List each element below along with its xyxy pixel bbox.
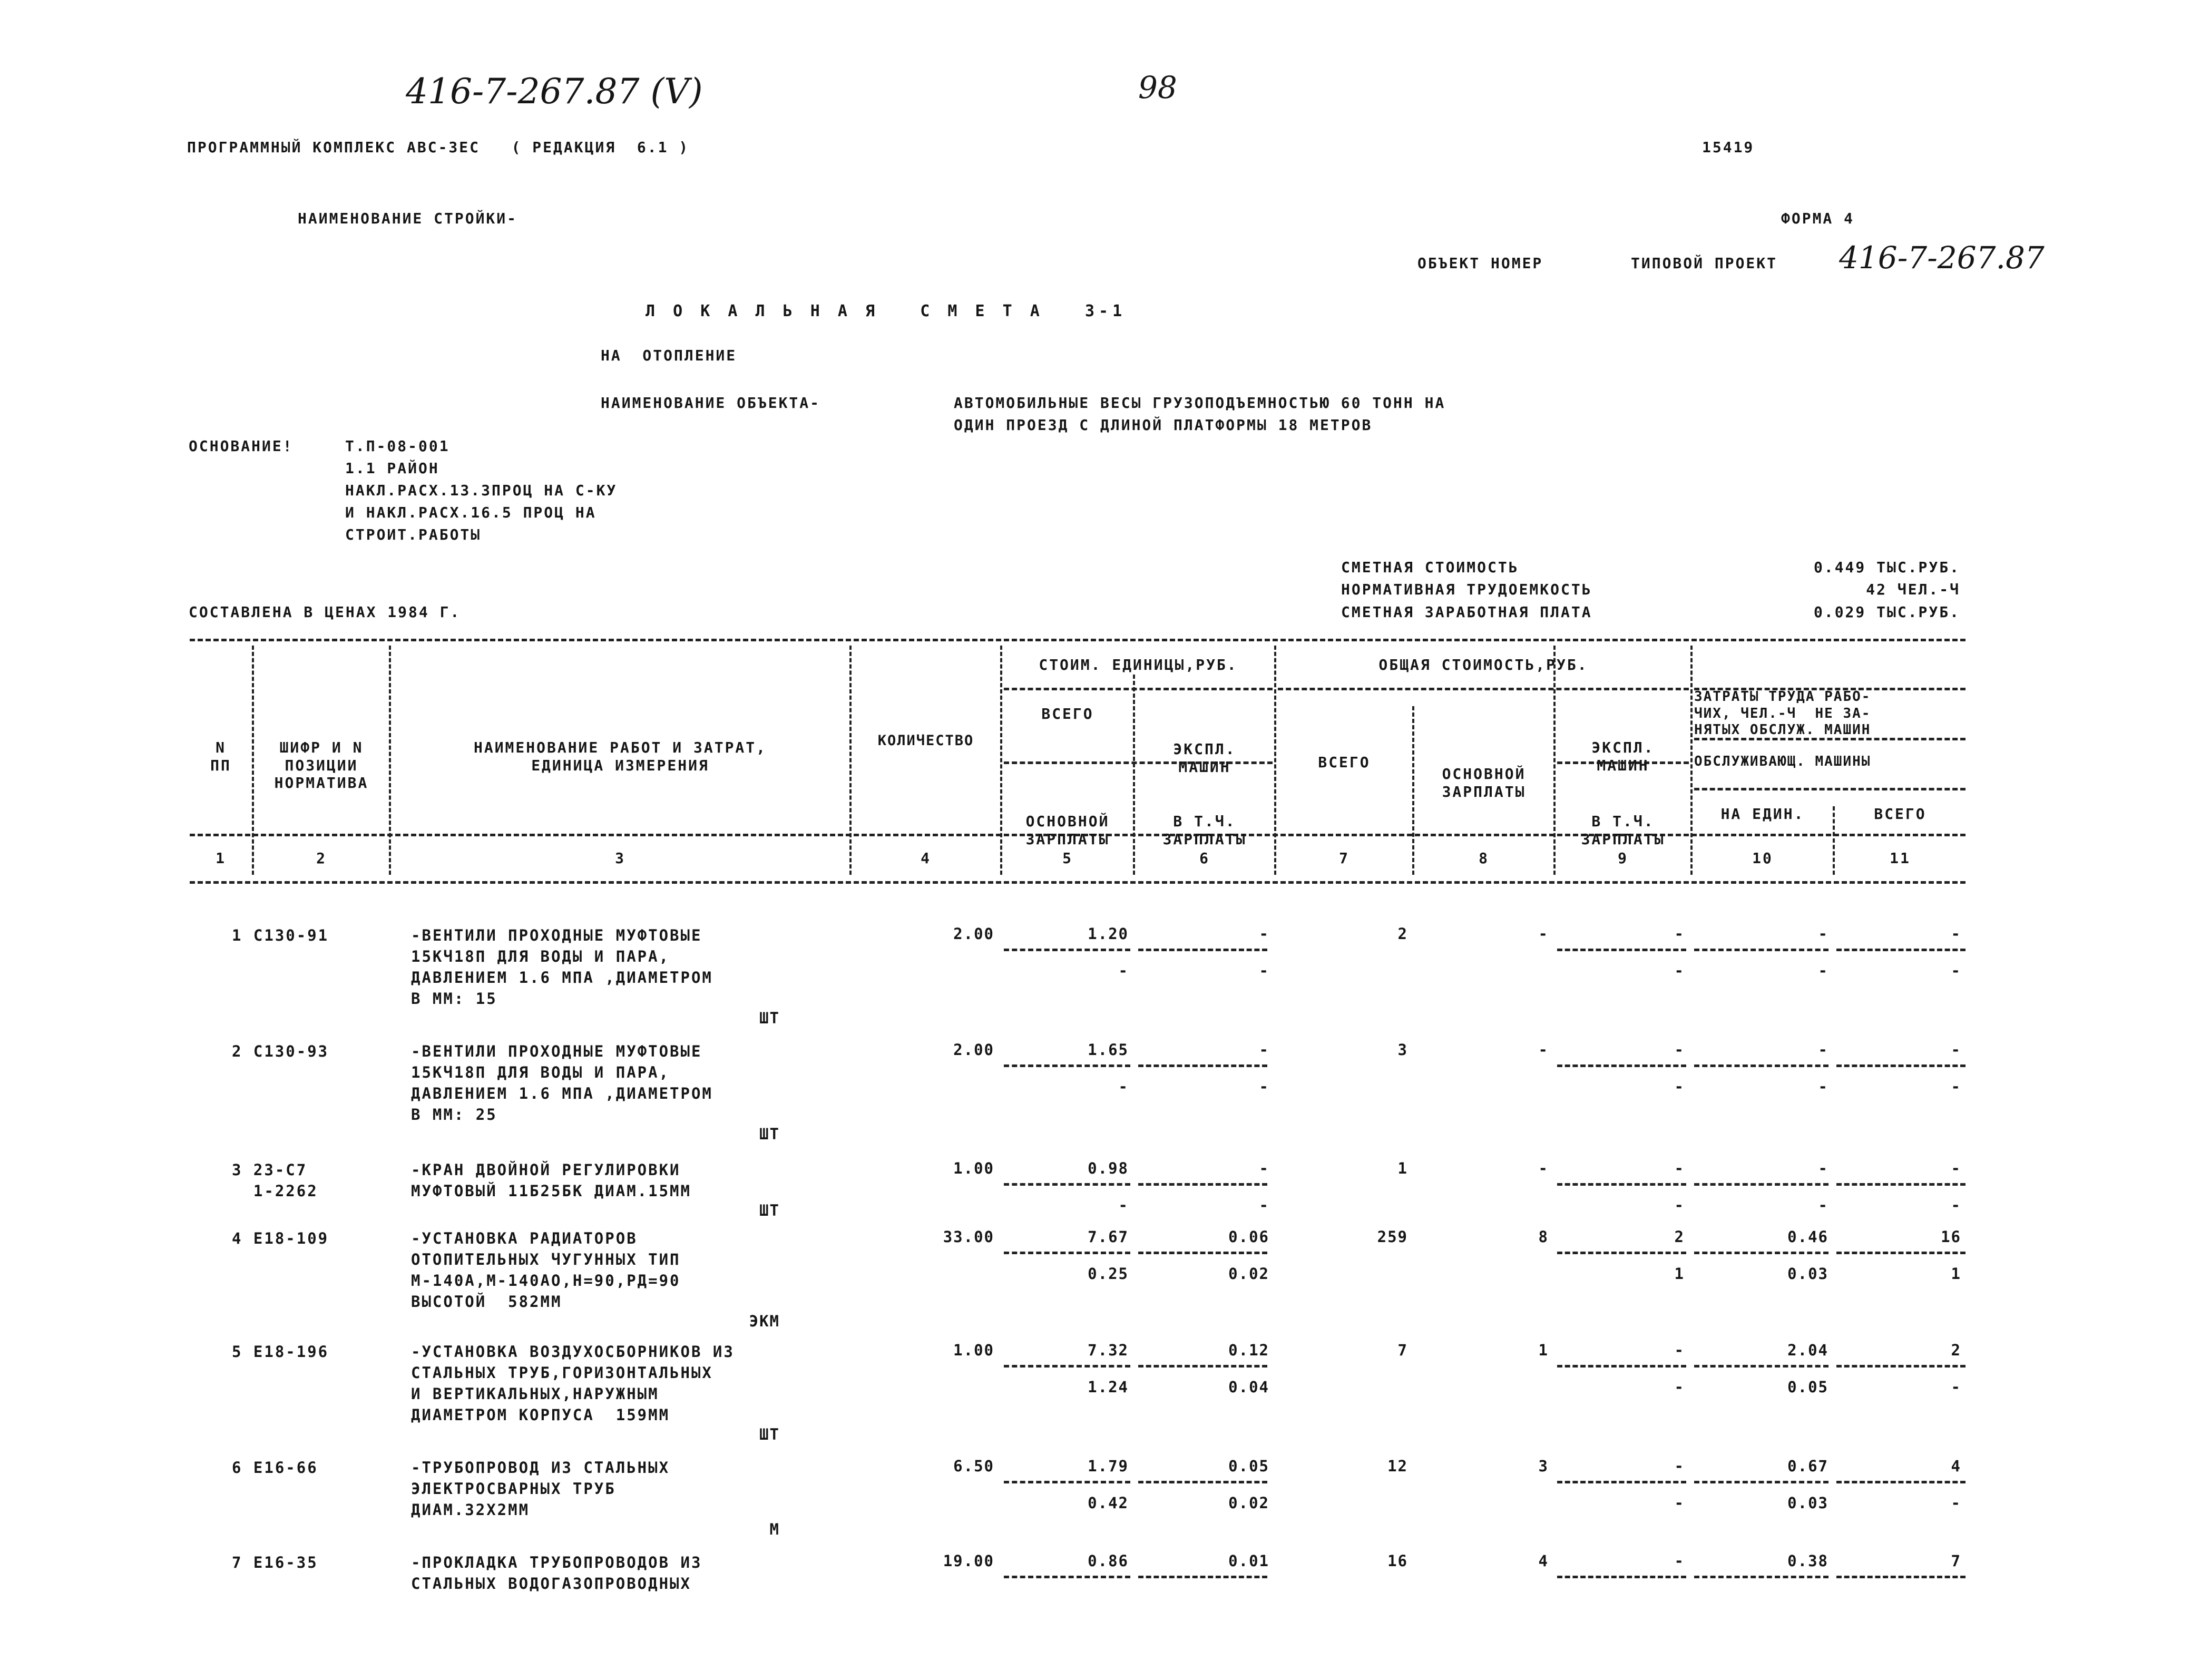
cell-subrule	[1557, 1576, 1686, 1578]
row-cell-qty: 33.00	[943, 1228, 994, 1246]
row-cell-c6: 0.05	[1228, 1457, 1269, 1475]
col-number: 8	[1479, 849, 1489, 867]
row-cell-c5: 7.67	[1088, 1228, 1129, 1246]
row-cell-c6b: -	[1259, 1196, 1269, 1214]
row-cell-c8: -	[1538, 925, 1549, 943]
table-top-rule	[190, 639, 1965, 641]
row-cell-c11: -	[1951, 1041, 1961, 1059]
row-cell-c11b: -	[1951, 1494, 1961, 1512]
sheet-code: 15419	[1702, 139, 1755, 156]
cell-subrule	[1138, 1365, 1267, 1368]
row-cell-qty: 1.00	[953, 1341, 994, 1359]
col-number: 7	[1339, 849, 1350, 867]
row-cell-c11: -	[1951, 1159, 1961, 1177]
header-code: ШИФР И N ПОЗИЦИИ НОРМАТИВА	[274, 739, 369, 792]
document-title: Л О К А Л Ь Н А Я С М Е Т А 3-1	[646, 302, 1127, 320]
row-cell-c5b: 0.42	[1088, 1494, 1129, 1512]
object-number-label: ОБЪЕКТ НОМЕР	[1417, 255, 1543, 272]
header-num: N ПП	[210, 739, 231, 774]
row-cell-c6: -	[1259, 925, 1269, 943]
row-cell-c10: -	[1818, 1041, 1828, 1059]
cell-subrule	[1694, 1183, 1828, 1186]
row-cell-c6: 0.12	[1228, 1341, 1269, 1359]
row-cell-c9: -	[1674, 1159, 1685, 1177]
row-cell-c5b: 1.24	[1088, 1378, 1129, 1396]
cell-subrule	[1694, 1481, 1828, 1483]
row-cell-c10: 2.04	[1787, 1341, 1828, 1359]
summary-label-cost: СМЕТНАЯ СТОИМОСТЬ	[1341, 559, 1519, 576]
cell-subrule	[1557, 1365, 1686, 1368]
row-cell-c5: 1.79	[1088, 1457, 1129, 1475]
row-number: 4 Е18-109	[232, 1229, 329, 1247]
row-cell-c9: -	[1674, 1552, 1685, 1570]
row-cell-c7: 7	[1397, 1341, 1408, 1359]
summary-value-wage: 0.029 ТЫС.РУБ.	[1813, 603, 1960, 621]
row-cell-c6: -	[1259, 1041, 1269, 1059]
prices-note: СОСТАВЛЕНА В ЦЕНАХ 1984 Г.	[189, 603, 461, 621]
project-label: ТИПОВОЙ ПРОЕКТ	[1631, 255, 1778, 272]
col-sep	[1690, 646, 1693, 875]
row-cell-qty: 2.00	[953, 925, 994, 943]
row-description: -ВЕНТИЛИ ПРОХОДНЫЕ МУФТОВЫЕ 15КЧ18П ДЛЯ ВОДЫ И ПАРА, ДАВЛЕНИЕМ 1.6 МПА ,ДИАМЕТРОМ В ММ: 15	[411, 926, 713, 1008]
row-cell-c11b: -	[1951, 1378, 1961, 1396]
row-cell-qty: 6.50	[953, 1457, 994, 1475]
cell-subrule	[1694, 1064, 1828, 1067]
cell-subrule	[1138, 1252, 1267, 1254]
row-cell-c8: -	[1538, 1041, 1549, 1059]
row-cell-c11b: 1	[1951, 1265, 1961, 1283]
basis-label: ОСНОВАНИЕ!	[189, 437, 294, 455]
row-cell-c8: 4	[1538, 1552, 1549, 1570]
header-unit-machine-wage: В Т.Ч. ЗАРПЛАТЫ	[1162, 813, 1247, 848]
row-cell-c9: -	[1674, 1457, 1685, 1475]
header-labor: ЗАТРАТЫ ТРУДА РАБО- ЧИХ, ЧЕЛ.-Ч НЕ ЗА- НЯТЫХ ОБСЛУЖ. МАШИН	[1694, 689, 1871, 738]
row-cell-c10: 0.46	[1787, 1228, 1828, 1246]
row-cell-c10: 0.38	[1787, 1552, 1828, 1570]
header-total-all: ВСЕГО	[1318, 754, 1371, 771]
row-description: -УСТАНОВКА ВОЗДУХОСБОРНИКОВ ИЗ СТАЛЬНЫХ ТРУБ,ГОРИЗОНТАЛЬНЫХ И ВЕРТИКАЛЬНЫХ,НАРУЖНЫМ ДИАМЕТРОМ КОРПУСА 159ММ	[411, 1343, 735, 1424]
col-number: 4	[921, 849, 931, 867]
row-cell-c5: 0.98	[1088, 1159, 1129, 1177]
construction-name-label: НАИМЕНОВАНИЕ СТРОЙКИ-	[298, 210, 518, 227]
basis-line-3: НАКЛ.РАСХ.13.3ПРОЦ НА С-КУ	[345, 482, 618, 499]
cell-subrule	[1836, 1365, 1965, 1368]
cell-subrule	[1004, 1481, 1130, 1483]
col-number: 1	[216, 849, 226, 867]
row-cell-c6b: 0.02	[1228, 1494, 1269, 1512]
summary-label-labor: НОРМАТИВНАЯ ТРУДОЕМКОСТЬ	[1341, 581, 1592, 598]
col-number: 10	[1752, 849, 1773, 867]
col-number: 2	[316, 849, 327, 867]
row-cell-c10: -	[1818, 925, 1828, 943]
row-description: -ПРОКЛАДКА ТРУБОПРОВОДОВ ИЗ СТАЛЬНЫХ ВОДОГАЗОПРОВОДНЫХ	[411, 1554, 702, 1593]
header-total-machine-wage: В Т.Ч. ЗАРПЛАТЫ	[1581, 813, 1665, 848]
row-cell-c5b: -	[1118, 1078, 1129, 1096]
row-cell-c6b: 0.04	[1228, 1378, 1269, 1396]
cell-subrule	[1557, 949, 1686, 951]
header-unit-wage: ОСНОВНОЙ ЗАРПЛАТЫ	[1025, 813, 1110, 848]
row-unit: М	[769, 1520, 780, 1538]
row-number: 7 Е16-35	[232, 1554, 318, 1571]
col-number: 6	[1199, 849, 1210, 867]
project-handwritten: 416-7-267.87	[1839, 240, 2045, 276]
row-cell-c7: 12	[1387, 1457, 1408, 1475]
cell-subrule	[1836, 1064, 1965, 1067]
row-number: 2 С130-93	[232, 1042, 329, 1060]
cell-subrule	[1836, 1252, 1965, 1254]
row-unit: ШТ	[759, 1202, 780, 1219]
cell-subrule	[1004, 1576, 1130, 1578]
cell-subrule	[1836, 1481, 1965, 1483]
object-name-line1: АВТОМОБИЛЬНЫЕ ВЕСЫ ГРУЗОПОДЪЕМНОСТЬЮ 60 ТОНН НА	[954, 394, 1446, 412]
cell-subrule	[1004, 949, 1130, 951]
row-cell-c7: 1	[1397, 1159, 1408, 1177]
header-total-machine: ЭКСПЛ. МАШИН	[1591, 739, 1655, 774]
row-cell-c7: 16	[1387, 1552, 1408, 1570]
cell-subrule	[1694, 949, 1828, 951]
basis-line-4: И НАКЛ.РАСХ.16.5 ПРОЦ НА	[345, 504, 596, 521]
header-labor-unit: НА ЕДИН.	[1720, 805, 1805, 823]
row-cell-c8: 3	[1538, 1457, 1549, 1475]
row-description: -ТРУБОПРОВОД ИЗ СТАЛЬНЫХ ЭЛЕКТРОСВАРНЫХ ТРУБ ДИАМ.32Х2ММ	[411, 1459, 670, 1519]
cell-subrule	[1138, 1183, 1267, 1186]
row-cell-c9b: -	[1674, 1196, 1685, 1214]
basis-line-1: Т.П-08-001	[345, 437, 450, 455]
basis-line-2: 1.1 РАЙОН	[345, 460, 439, 477]
row-cell-c5: 0.86	[1088, 1552, 1129, 1570]
cell-subrule	[1557, 1183, 1686, 1186]
row-number: 3 23-С7 1-2262	[232, 1161, 318, 1200]
row-cell-c6: 0.01	[1228, 1552, 1269, 1570]
row-cell-c5: 7.32	[1088, 1341, 1129, 1359]
program-name: ПРОГРАММНЫЙ КОМПЛЕКС АВС-ЗЕС ( РЕДАКЦИЯ 6.1 )	[187, 139, 690, 156]
row-cell-c9: -	[1674, 925, 1685, 943]
cell-subrule	[1004, 1064, 1130, 1067]
row-cell-c9: -	[1674, 1041, 1685, 1059]
row-cell-c9: -	[1674, 1341, 1685, 1359]
row-cell-c6b: -	[1259, 1078, 1269, 1096]
cell-subrule	[1004, 1252, 1130, 1254]
header-labor-total: ВСЕГО	[1874, 805, 1927, 823]
col-number: 9	[1618, 849, 1628, 867]
row-cell-c11: 16	[1941, 1228, 1961, 1246]
row-cell-c8: -	[1538, 1159, 1549, 1177]
row-cell-c6b: -	[1259, 962, 1269, 980]
row-cell-c6: -	[1259, 1159, 1269, 1177]
row-cell-c9b: -	[1674, 1078, 1685, 1096]
object-name-line2: ОДИН ПРОЕЗД С ДЛИНОЙ ПЛАТФОРМЫ 18 МЕТРОВ	[954, 416, 1373, 434]
header-subrule-unit	[1004, 688, 1273, 690]
cell-subrule	[1557, 1252, 1686, 1254]
header-total-cost: ОБЩАЯ СТОИМОСТЬ,РУБ.	[1378, 656, 1588, 673]
cell-subrule	[1138, 949, 1267, 951]
row-cell-c5b: -	[1118, 1196, 1129, 1214]
row-cell-c8: 1	[1538, 1341, 1549, 1359]
row-cell-c10b: -	[1818, 1078, 1828, 1096]
row-description: -ВЕНТИЛИ ПРОХОДНЫЕ МУФТОВЫЕ 15КЧ18П ДЛЯ ВОДЫ И ПАРА, ДАВЛЕНИЕМ 1.6 МПА ,ДИАМЕТРОМ В ММ: 25	[411, 1042, 713, 1124]
row-cell-c6: 0.06	[1228, 1228, 1269, 1246]
row-cell-c10b: 0.03	[1787, 1265, 1828, 1283]
cell-subrule	[1004, 1183, 1130, 1186]
col-number: 5	[1062, 849, 1073, 867]
row-cell-c8: 8	[1538, 1228, 1549, 1246]
form-label: ФОРМА 4	[1781, 210, 1855, 227]
row-cell-c7: 3	[1397, 1041, 1408, 1059]
row-cell-c11: -	[1951, 925, 1961, 943]
row-unit: ШТ	[759, 1009, 780, 1027]
cell-subrule	[1836, 1183, 1965, 1186]
row-cell-c10: -	[1818, 1159, 1828, 1177]
row-cell-c11: 4	[1951, 1457, 1961, 1475]
row-cell-c11: 2	[1951, 1341, 1961, 1359]
header-total-wage: ОСНОВНОЙ ЗАРПЛАТЫ	[1442, 765, 1526, 800]
row-cell-c9b: -	[1674, 962, 1685, 980]
row-cell-c9b: -	[1674, 1378, 1685, 1396]
row-cell-c5b: -	[1118, 962, 1129, 980]
cell-subrule	[1004, 1365, 1130, 1368]
object-name-label: НАИМЕНОВАНИЕ ОБЪЕКТА-	[601, 394, 821, 412]
col-number: 11	[1890, 849, 1911, 867]
row-number: 6 Е16-66	[232, 1459, 318, 1477]
cell-subrule	[1557, 1064, 1686, 1067]
header-unit-total: ВСЕГО	[1041, 705, 1094, 722]
summary-label-wage: СМЕТНАЯ ЗАРАБОТНАЯ ПЛАТА	[1341, 603, 1592, 621]
row-cell-qty: 2.00	[953, 1041, 994, 1059]
row-unit: ШТ	[759, 1425, 780, 1443]
row-cell-c7: 2	[1397, 925, 1408, 943]
row-cell-c9: 2	[1674, 1228, 1685, 1246]
header-name: НАИМЕНОВАНИЕ РАБОТ И ЗАТРАТ, ЕДИНИЦА ИЗМЕРЕНИЯ	[473, 739, 767, 774]
cell-subrule	[1694, 1252, 1828, 1254]
row-cell-c5: 1.20	[1088, 925, 1129, 943]
header-subrule-total	[1278, 688, 1689, 690]
row-cell-c11: 7	[1951, 1552, 1961, 1570]
summary-value-labor: 42 ЧЕЛ.-Ч	[1866, 581, 1960, 598]
col-sep	[849, 646, 852, 875]
row-cell-c6b: 0.02	[1228, 1265, 1269, 1283]
row-cell-qty: 1.00	[953, 1159, 994, 1177]
cell-subrule	[1694, 1365, 1828, 1368]
summary-value-cost: 0.449 ТЫС.РУБ.	[1813, 559, 1960, 576]
row-cell-c10b: 0.05	[1787, 1378, 1828, 1396]
row-description: -КРАН ДВОЙНОЙ РЕГУЛИРОВКИ МУФТОВЫЙ 11Б25БК ДИАМ.15ММ	[411, 1161, 691, 1200]
header-qty: КОЛИЧЕСТВО	[877, 732, 974, 749]
cell-subrule	[1138, 1481, 1267, 1483]
header-subrule-labor-mid2	[1694, 788, 1965, 790]
row-cell-c10b: 0.03	[1787, 1494, 1828, 1512]
table-colnum-rule	[190, 881, 1965, 884]
row-number: 5 Е18-196	[232, 1343, 329, 1361]
row-cell-c11b: -	[1951, 1196, 1961, 1214]
col-number: 3	[615, 849, 625, 867]
cell-subrule	[1836, 949, 1965, 951]
row-cell-c11b: -	[1951, 962, 1961, 980]
row-cell-c5: 1.65	[1088, 1041, 1129, 1059]
row-unit: ШТ	[759, 1125, 780, 1143]
cell-subrule	[1557, 1481, 1686, 1483]
page-number: 98	[1138, 70, 1177, 105]
header-labor-service: ОБСЛУЖИВАЮЩ. МАШИНЫ	[1694, 754, 1871, 769]
cell-subrule	[1694, 1576, 1828, 1578]
row-cell-c10b: -	[1818, 1196, 1828, 1214]
row-cell-c10: 0.67	[1787, 1457, 1828, 1475]
row-unit: ЭКМ	[749, 1312, 780, 1330]
cell-subrule	[1138, 1576, 1267, 1578]
row-description: -УСТАНОВКА РАДИАТОРОВ ОТОПИТЕЛЬНЫХ ЧУГУННЫХ ТИП М-140А,М-140АО,Н=90,РД=90 ВЫСОТОЙ 582ММ	[411, 1229, 681, 1311]
row-cell-c9b: 1	[1674, 1265, 1685, 1283]
basis-line-5: СТРОИТ.РАБОТЫ	[345, 526, 482, 543]
header-unit-cost: СТОИМ. ЕДИНИЦЫ,РУБ.	[1039, 656, 1238, 673]
handwritten-code: 416-7-267.87 (V)	[406, 71, 703, 112]
row-cell-c7: 259	[1377, 1228, 1408, 1246]
header-unit-machine: ЭКСПЛ. МАШИН	[1173, 740, 1236, 776]
document-subtitle: НА ОТОПЛЕНИЕ	[601, 347, 737, 364]
cell-subrule	[1138, 1064, 1267, 1067]
row-cell-qty: 19.00	[943, 1552, 994, 1570]
row-cell-c11b: -	[1951, 1078, 1961, 1096]
cell-subrule	[1836, 1576, 1965, 1578]
row-cell-c10b: -	[1818, 962, 1828, 980]
row-number: 1 С130-91	[232, 926, 329, 944]
row-cell-c5b: 0.25	[1088, 1265, 1129, 1283]
row-cell-c9b: -	[1674, 1494, 1685, 1512]
